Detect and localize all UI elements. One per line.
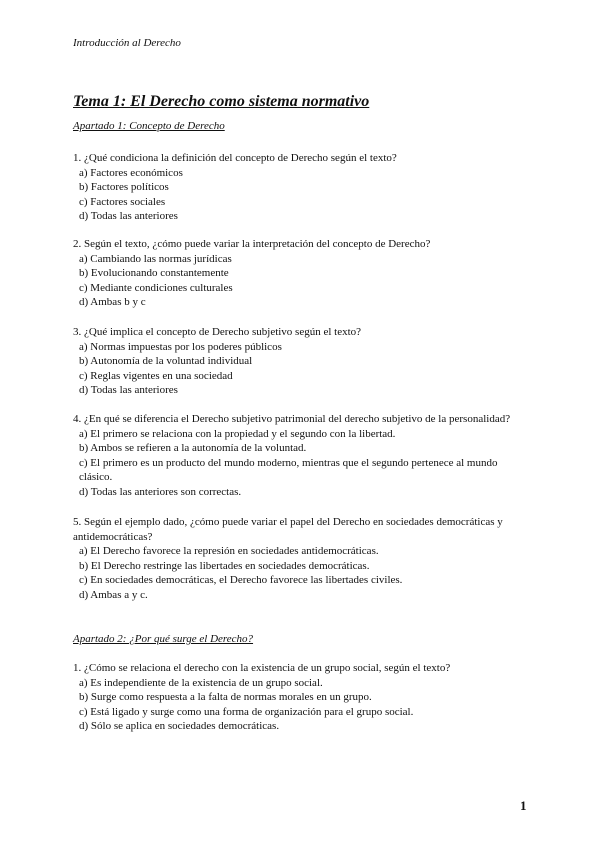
question-text: 2. Según el texto, ¿cómo puede variar la interpretación del concepto de Derecho? bbox=[73, 238, 431, 250]
question-block bbox=[73, 151, 533, 224]
answer-option: c) Mediante condiciones culturales bbox=[79, 281, 233, 294]
answer-option: b) Factores políticos bbox=[79, 181, 169, 193]
question-text: 1. ¿Qué condiciona la definición del concepto de Derecho según el texto? bbox=[73, 152, 397, 164]
answer-option: d) Todas las anteriores son correctas. bbox=[79, 485, 242, 498]
question-block bbox=[73, 515, 533, 602]
section-heading-2: Apartado 2: ¿Por qué surge el Derecho? bbox=[73, 633, 254, 645]
running-header: Introducción al Derecho bbox=[73, 37, 181, 49]
answer-option: b) Autonomía de la voluntad individual bbox=[79, 355, 253, 367]
answer-option: c) Factores sociales bbox=[79, 195, 166, 208]
answer-option-continuation: clásico. bbox=[79, 471, 113, 483]
question-text: 1. ¿Cómo se relaciona el derecho con la existencia de un grupo social, según el texto? bbox=[73, 662, 451, 674]
answer-option: a) El Derecho favorece la represión en sociedades antidemocráticas. bbox=[79, 545, 379, 557]
question-block bbox=[73, 412, 533, 499]
question-block bbox=[73, 661, 533, 734]
page-number: 1 bbox=[520, 798, 527, 813]
section-heading-1: Apartado 1: Concepto de Derecho bbox=[73, 120, 225, 132]
answer-option: c) El primero es un producto del mundo moderno, mientras que el segundo pertenece al mundo bbox=[79, 456, 498, 469]
question-block bbox=[73, 325, 533, 398]
answer-option: b) El Derecho restringe las libertades en sociedades democráticas. bbox=[79, 559, 370, 572]
question-text: 4. ¿En qué se diferencia el Derecho subjetivo patrimonial del derecho subjetivo de la personalidad? bbox=[73, 413, 511, 425]
answer-option: b) Surge como respuesta a la falta de normas morales en un grupo. bbox=[79, 691, 372, 703]
answer-option: b) Evolucionando constantemente bbox=[79, 267, 229, 279]
question-text: 5. Según el ejemplo dado, ¿cómo puede variar el papel del Derecho en sociedades democráticas y antidemocráticas? bbox=[73, 516, 503, 543]
answer-option: a) El primero se relaciona con la propiedad y el segundo con la libertad. bbox=[79, 427, 396, 440]
answer-option: a) Factores económicos bbox=[79, 166, 183, 179]
answer-option: c) En sociedades democráticas, el Derecho favorece las libertades civiles. bbox=[79, 574, 403, 586]
answer-option: c) Reglas vigentes en una sociedad bbox=[79, 369, 233, 382]
answer-option: d) Ambas b y c bbox=[79, 296, 146, 308]
question-block bbox=[73, 237, 533, 310]
answer-option: d) Todas las anteriores bbox=[79, 384, 178, 396]
answer-option: d) Todas las anteriores bbox=[79, 210, 178, 222]
page-title: Tema 1: El Derecho como sistema normativo bbox=[73, 93, 370, 110]
answer-option: b) Ambos se refieren a la autonomía de la voluntad. bbox=[79, 442, 307, 454]
answer-option: c) Está ligado y surge como una forma de organización para el grupo social. bbox=[79, 705, 414, 718]
answer-option: a) Es independiente de la existencia de un grupo social. bbox=[79, 676, 323, 689]
answer-option: a) Cambiando las normas jurídicas bbox=[79, 252, 232, 265]
answer-option: d) Sólo se aplica en sociedades democráticas. bbox=[79, 720, 280, 732]
question-text: 3. ¿Qué implica el concepto de Derecho subjetivo según el texto? bbox=[73, 326, 362, 338]
answer-option: d) Ambas a y c. bbox=[79, 588, 148, 601]
answer-option: a) Normas impuestas por los poderes públicos bbox=[79, 340, 282, 353]
